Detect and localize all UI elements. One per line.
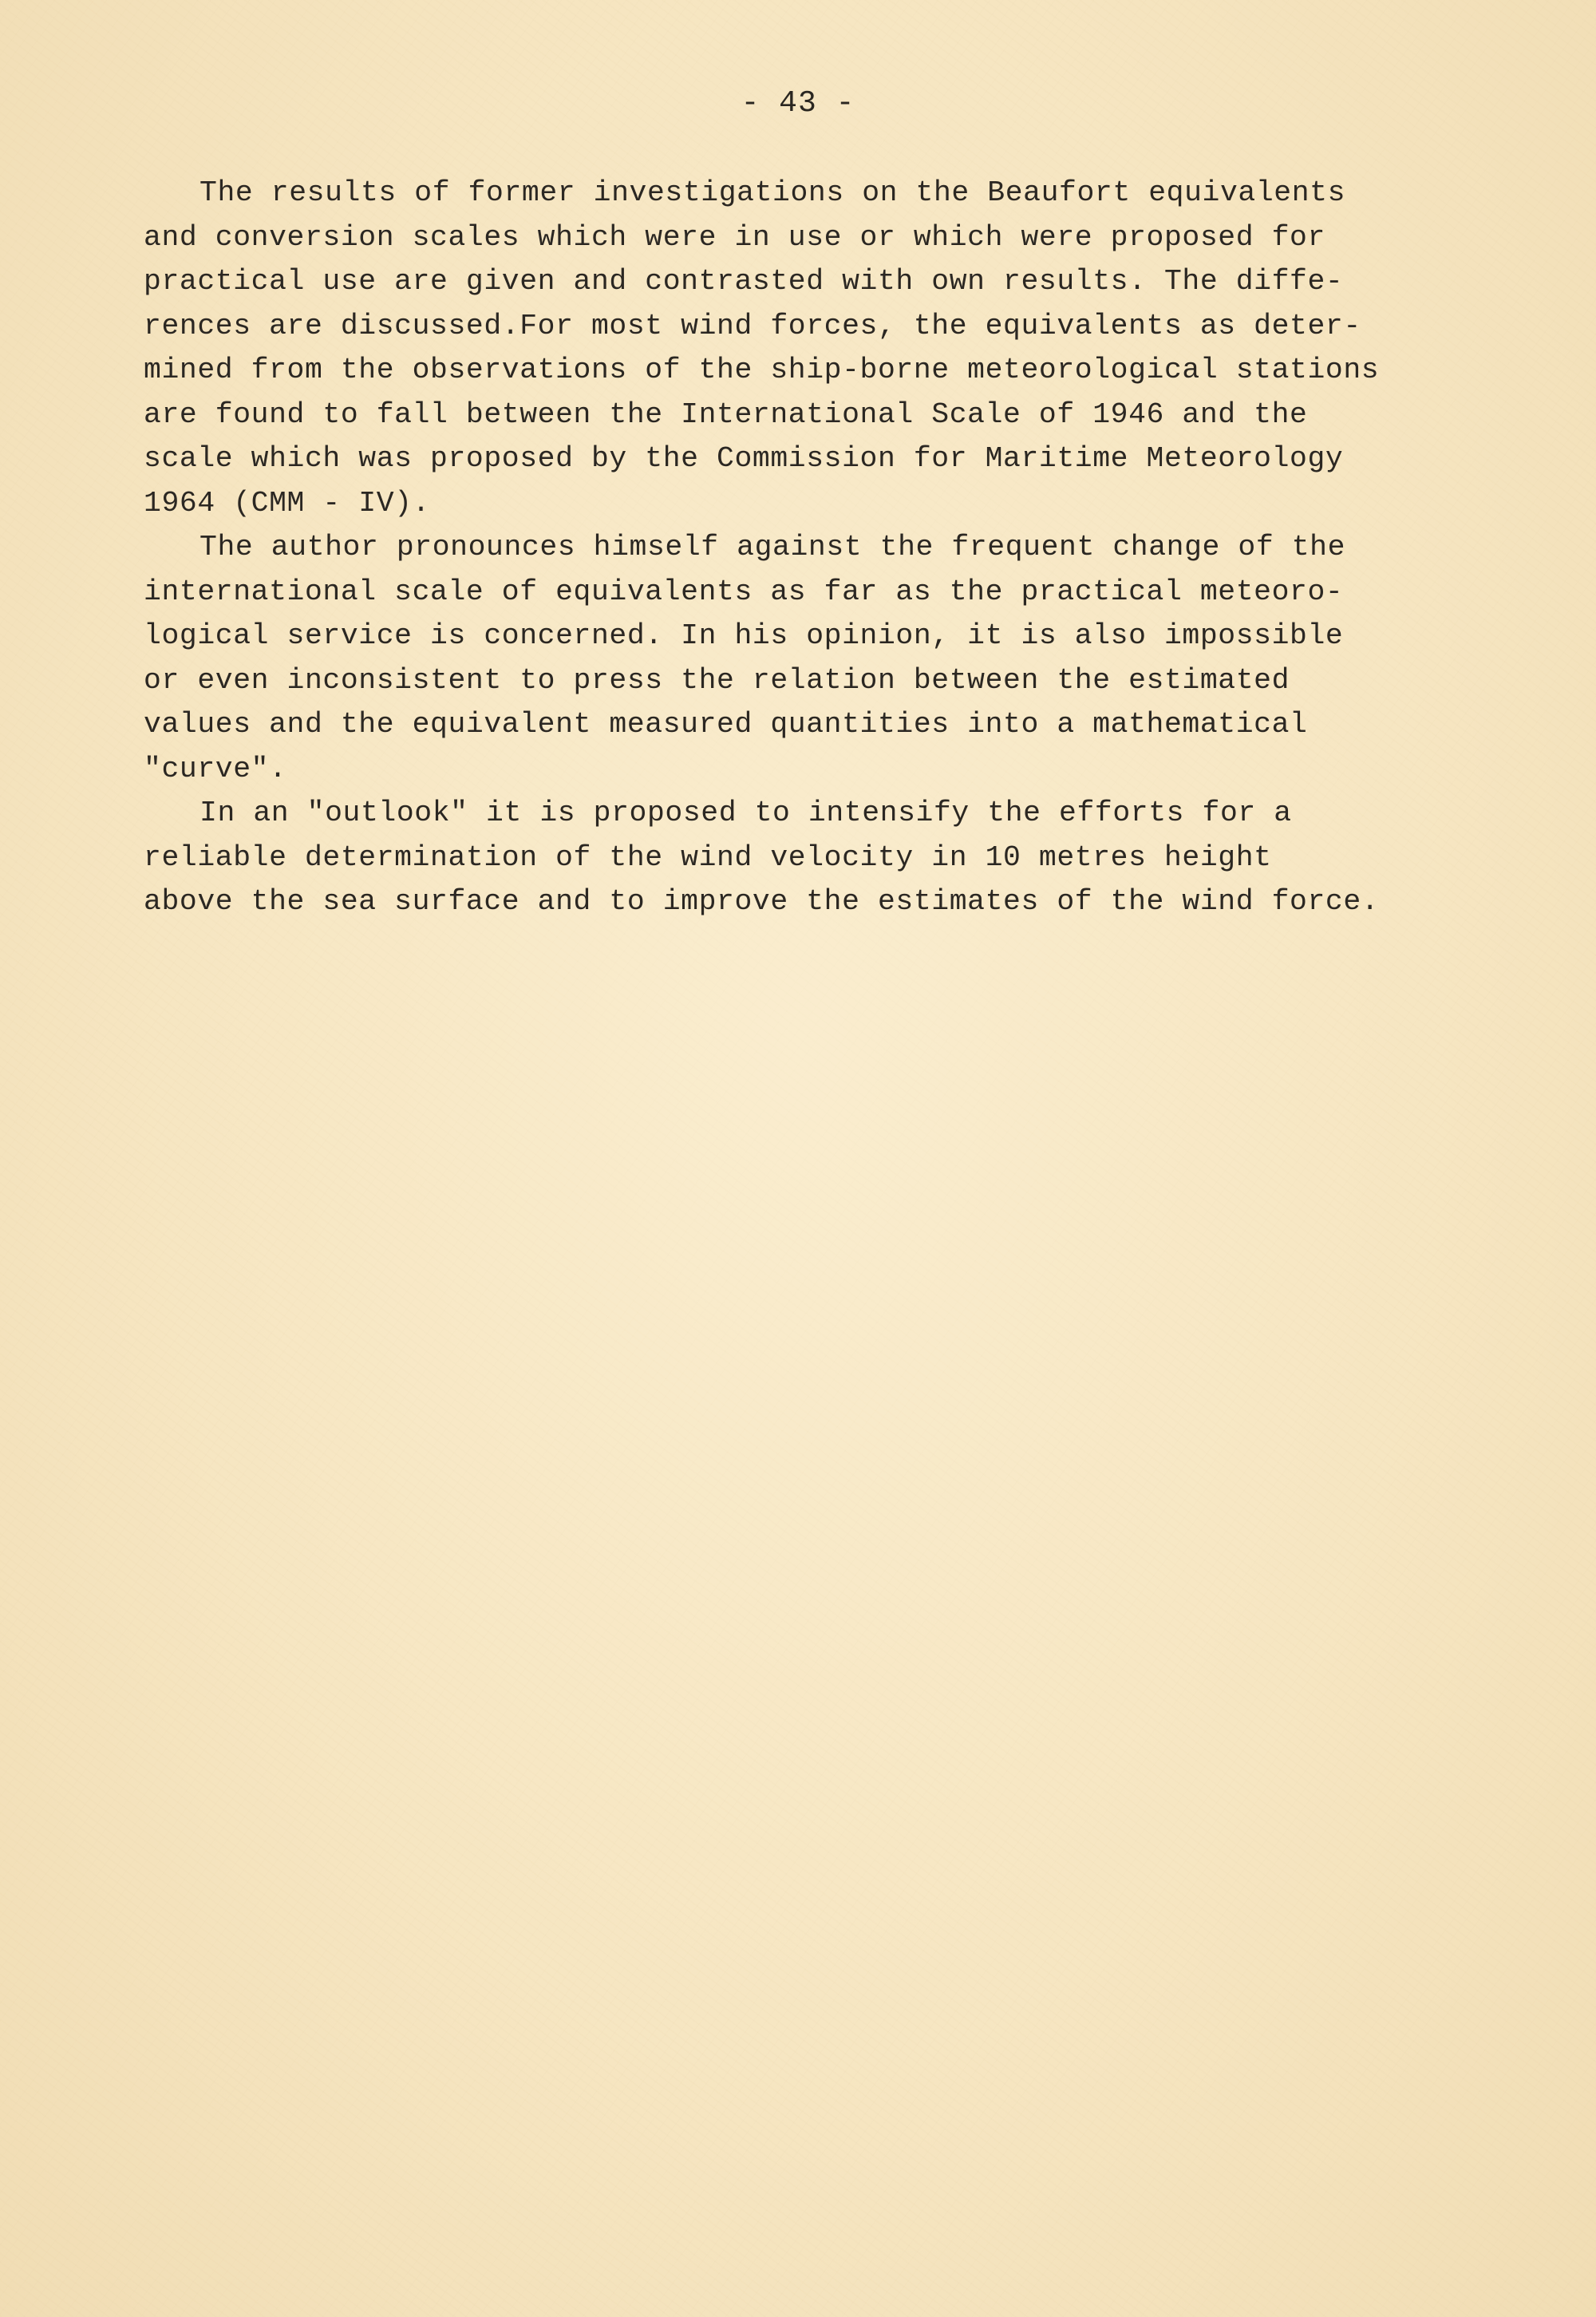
abstract-text xyxy=(144,171,1500,924)
text-line: values and the equivalent measured quantities into a mathematical xyxy=(144,708,1308,741)
text-line: "curve". xyxy=(144,752,287,785)
paragraph-3 xyxy=(144,791,1500,924)
text-line: are found to fall between the International Scale of 1946 and the xyxy=(144,397,1308,431)
text-line: 1964 (CMM - IV). xyxy=(144,486,431,520)
text-line: and conversion scales which were in use or which were proposed for xyxy=(144,220,1325,254)
paragraph-1 xyxy=(144,171,1500,525)
text-line: above the sea surface and to improve the estimates of the wind force. xyxy=(144,885,1380,918)
text-line: The author pronounces himself against the frequent change of the xyxy=(200,531,1346,563)
paragraph-2 xyxy=(144,525,1500,791)
text-line: rences are discussed.For most wind forces, the equivalents as deter- xyxy=(144,309,1361,342)
text-line: scale which was proposed by the Commission for Maritime Meteorology xyxy=(144,442,1344,475)
page-number: - 43 - xyxy=(741,86,855,121)
text-line: mined from the observations of the ship-borne meteorological stations xyxy=(144,354,1380,386)
text-line: or even inconsistent to press the relation between the estimated xyxy=(144,663,1290,697)
text-line: The results of former investigations on the Beaufort equivalents xyxy=(200,176,1346,209)
text-line: logical service is concerned. In his opinion, it is also impossible xyxy=(144,619,1344,652)
text-line: reliable determination of the wind velocity in 10 metres height xyxy=(144,840,1272,874)
text-line: In an "outlook" it is proposed to intensify the efforts for a xyxy=(200,797,1292,829)
text-line: practical use are given and contrasted with own results. The diffe- xyxy=(144,265,1344,298)
text-line: international scale of equivalents as far as the practical meteoro- xyxy=(144,575,1344,608)
